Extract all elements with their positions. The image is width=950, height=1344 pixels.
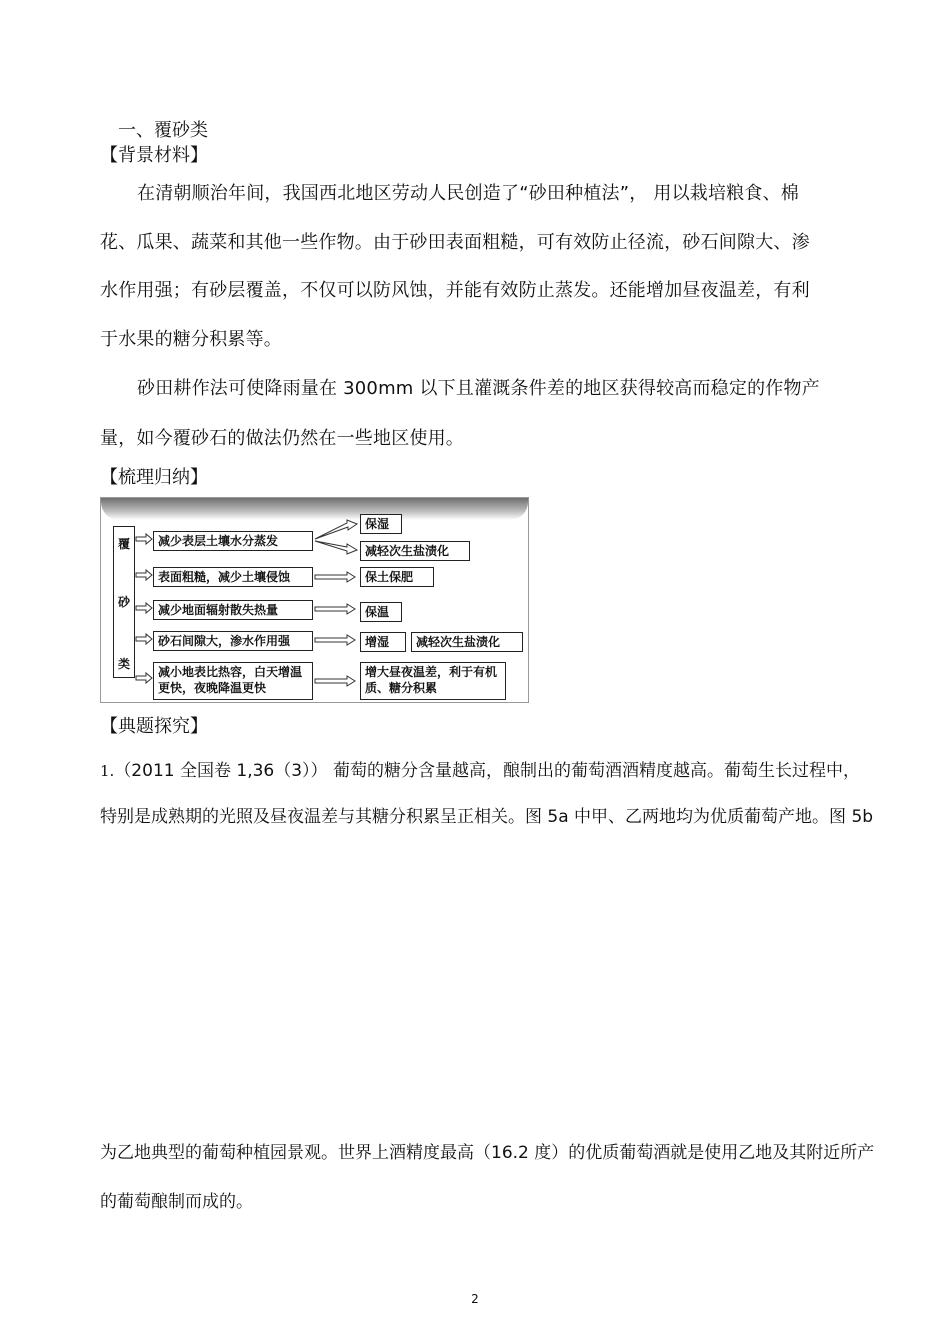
category-char: 类 <box>118 657 131 671</box>
diagram-arrows-left <box>135 526 155 686</box>
effect-box: 保湿 <box>360 514 402 534</box>
page-number: 2 <box>471 1292 479 1306</box>
paragraph-line: 在清朝顺治年间，我国西北地区劳动人民创造了“砂田种植法”， 用以栽培粮食、棉 <box>137 183 799 204</box>
diagram-category-label <box>113 526 135 678</box>
example-heading: 【典题探究】 <box>100 716 208 737</box>
question-line: 为乙地典型的葡萄种植园景观。世界上酒精度最高（16.2 度）的优质葡萄酒就是使用乙地及其附近所产 <box>100 1143 875 1163</box>
paragraph-line: 砂田耕作法可使降雨量在 300mm 以下且灌溉条件差的地区获得较高而稳定的作物产 <box>137 378 820 399</box>
section-title: 一、覆砂类 <box>118 120 208 141</box>
effect-box: 增大昼夜温差，利于有机质、糖分积累 <box>360 662 506 700</box>
effect-box: 保温 <box>360 602 402 622</box>
question-number: 1. <box>100 762 115 780</box>
category-char: 砂 <box>118 595 131 609</box>
cause-box: 表面粗糙，减少土壤侵蚀 <box>153 567 313 587</box>
question-line: （2011 全国卷 1,36（3）） 葡萄的糖分含量越高，酿制出的葡萄酒酒精度越高。葡萄生长过程中， <box>114 761 860 781</box>
summary-diagram <box>100 497 529 703</box>
question-line: 的葡萄酿制而成的。 <box>100 1192 253 1212</box>
paragraph-line: 花、瓜果、蔬菜和其他一些作物。由于砂田表面粗糙，可有效防止径流，砂石间隙大、渗 <box>100 232 810 253</box>
effect-box: 保土保肥 <box>360 567 434 587</box>
paragraph-line: 于水果的糖分积累等。 <box>100 329 282 350</box>
cause-box: 减少表层土壤水分蒸发 <box>153 531 313 551</box>
question-text <box>100 756 860 781</box>
effect-box: 减轻次生盐渍化 <box>411 632 523 652</box>
summary-heading: 【梳理归纳】 <box>100 467 208 488</box>
category-char: 覆 <box>118 537 131 551</box>
cause-box: 砂石间隙大，渗水作用强 <box>153 631 313 651</box>
effect-box: 增湿 <box>360 632 406 652</box>
paragraph-line: 量，如今覆砂石的做法仍然在一些地区使用。 <box>100 428 464 449</box>
effect-box: 减轻次生盐渍化 <box>360 541 470 561</box>
cause-box: 减少地面辐射散失热量 <box>153 600 313 620</box>
cause-box: 减小地表比热容，白天增温更快，夜晚降温更快 <box>153 662 313 700</box>
paragraph-line: 水作用强；有砂层覆盖，不仅可以防风蚀，并能有效防止蒸发。还能增加昼夜温差，有利 <box>100 280 810 301</box>
question-line: 特别是成熟期的光照及昼夜温差与其糖分积累呈正相关。图 5a 中甲、乙两地均为优质葡萄产地。图 5b <box>100 807 874 827</box>
background-heading: 【背景材料】 <box>100 145 208 166</box>
diagram-arrows-right <box>313 512 363 702</box>
